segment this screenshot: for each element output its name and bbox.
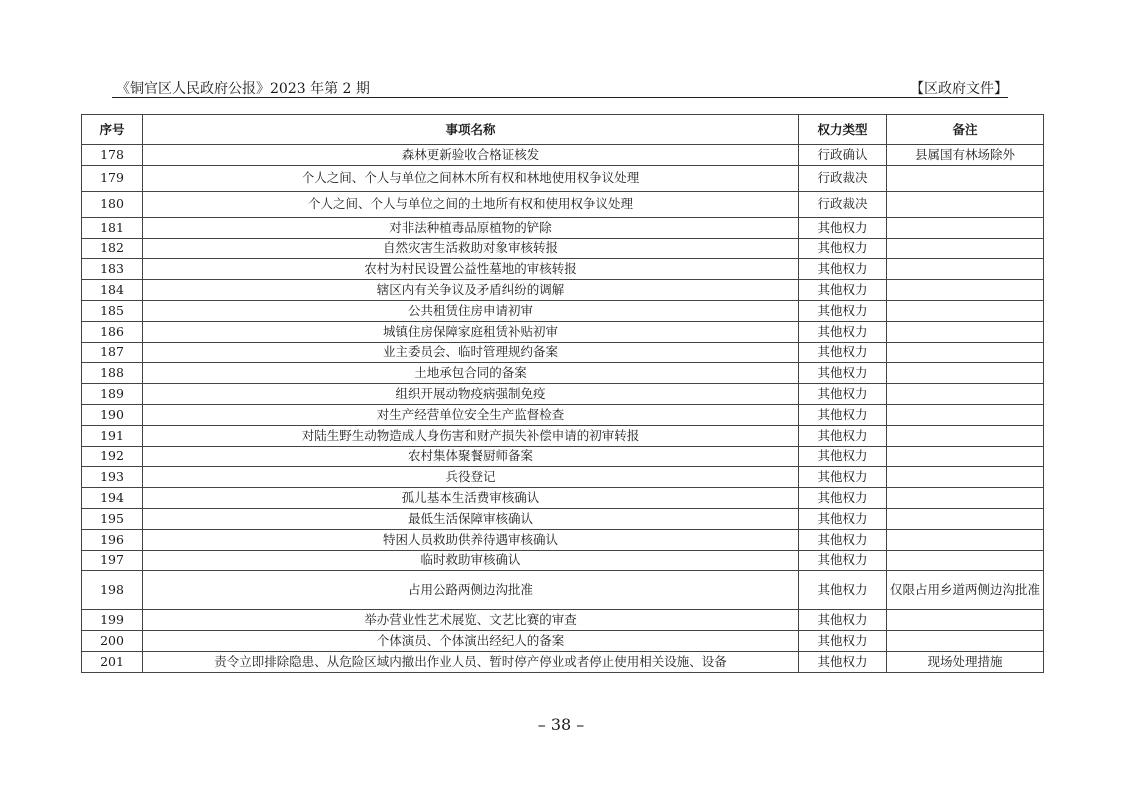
power-type-cell: 其他权力 (799, 280, 887, 301)
row-number-cell: 201 (82, 651, 143, 672)
power-type-cell: 其他权力 (799, 342, 887, 363)
row-number-cell: 193 (82, 467, 143, 488)
table-row (82, 363, 1044, 384)
table-row (82, 238, 1044, 259)
table-row (82, 550, 1044, 571)
item-name-cell: 临时救助审核确认 (143, 550, 799, 571)
row-number-cell: 184 (82, 280, 143, 301)
remarks-cell (887, 300, 1044, 321)
item-name-cell: 土地承包合同的备案 (143, 363, 799, 384)
remarks-cell (887, 631, 1044, 652)
row-number-cell: 199 (82, 610, 143, 631)
power-type-cell: 行政裁决 (799, 191, 887, 217)
table-row (82, 404, 1044, 425)
table-row (82, 165, 1044, 191)
power-type-cell: 其他权力 (799, 571, 887, 610)
page-header (116, 78, 1008, 98)
power-type-cell: 其他权力 (799, 488, 887, 509)
remarks-cell (887, 280, 1044, 301)
section-label: 【区政府文件】 (910, 81, 1008, 97)
power-type-cell: 行政裁决 (799, 165, 887, 191)
remarks-cell (887, 217, 1044, 238)
row-number-cell: 194 (82, 488, 143, 509)
power-list-table (81, 114, 1044, 673)
header-rule (112, 97, 1008, 98)
power-type-cell: 其他权力 (799, 508, 887, 529)
table-row (82, 191, 1044, 217)
table-header-row (82, 115, 1044, 145)
table-row (82, 217, 1044, 238)
row-number-cell: 195 (82, 508, 143, 529)
table-row (82, 384, 1044, 405)
remarks-cell: 县属国有林场除外 (887, 145, 1044, 166)
table-row (82, 631, 1044, 652)
row-number-cell: 197 (82, 550, 143, 571)
power-type-cell: 其他权力 (799, 321, 887, 342)
item-name-cell: 举办营业性艺术展览、文艺比赛的审查 (143, 610, 799, 631)
remarks-cell (887, 404, 1044, 425)
table-row (82, 508, 1044, 529)
item-name-cell: 农村集体聚餐厨师备案 (143, 446, 799, 467)
power-type-cell: 其他权力 (799, 259, 887, 280)
table-row (82, 610, 1044, 631)
remarks-cell (887, 165, 1044, 191)
remarks-cell (887, 425, 1044, 446)
remarks-cell (887, 342, 1044, 363)
item-name-cell: 个人之间、个人与单位之间的土地所有权和使用权争议处理 (143, 191, 799, 217)
power-type-cell: 其他权力 (799, 404, 887, 425)
remarks-cell: 现场处理措施 (887, 651, 1044, 672)
column-header-item-name: 事项名称 (143, 115, 799, 145)
item-name-cell: 个体演员、个体演出经纪人的备案 (143, 631, 799, 652)
power-type-cell: 其他权力 (799, 631, 887, 652)
table-row (82, 571, 1044, 610)
remarks-cell (887, 488, 1044, 509)
item-name-cell: 组织开展动物疫病强制免疫 (143, 384, 799, 405)
row-number-cell: 198 (82, 571, 143, 610)
row-number-cell: 192 (82, 446, 143, 467)
table-row (82, 651, 1044, 672)
item-name-cell: 特困人员救助供养待遇审核确认 (143, 529, 799, 550)
table-row (82, 425, 1044, 446)
row-number-cell: 189 (82, 384, 143, 405)
power-type-cell: 其他权力 (799, 651, 887, 672)
power-type-cell: 其他权力 (799, 446, 887, 467)
row-number-cell: 180 (82, 191, 143, 217)
column-header-number: 序号 (82, 115, 143, 145)
remarks-cell (887, 363, 1044, 384)
item-name-cell: 辖区内有关争议及矛盾纠纷的调解 (143, 280, 799, 301)
power-type-cell: 其他权力 (799, 384, 887, 405)
power-type-cell: 其他权力 (799, 550, 887, 571)
item-name-cell: 业主委员会、临时管理规约备案 (143, 342, 799, 363)
remarks-cell (887, 529, 1044, 550)
row-number-cell: 191 (82, 425, 143, 446)
table-row (82, 467, 1044, 488)
row-number-cell: 179 (82, 165, 143, 191)
power-type-cell: 其他权力 (799, 217, 887, 238)
power-type-cell: 其他权力 (799, 467, 887, 488)
item-name-cell: 对非法种植毒品原植物的铲除 (143, 217, 799, 238)
power-type-cell: 其他权力 (799, 529, 887, 550)
item-name-cell: 自然灾害生活救助对象审核转报 (143, 238, 799, 259)
column-header-power-type: 权力类型 (799, 115, 887, 145)
remarks-cell (887, 508, 1044, 529)
row-number-cell: 185 (82, 300, 143, 321)
page-number: – 38 – (537, 715, 585, 734)
table-row (82, 259, 1044, 280)
item-name-cell: 城镇住房保障家庭租赁补贴初审 (143, 321, 799, 342)
row-number-cell: 186 (82, 321, 143, 342)
item-name-cell: 农村为村民设置公益性墓地的审核转报 (143, 259, 799, 280)
row-number-cell: 181 (82, 217, 143, 238)
row-number-cell: 190 (82, 404, 143, 425)
item-name-cell: 最低生活保障审核确认 (143, 508, 799, 529)
item-name-cell: 对生产经营单位安全生产监督检查 (143, 404, 799, 425)
power-type-cell: 其他权力 (799, 425, 887, 446)
item-name-cell: 兵役登记 (143, 467, 799, 488)
item-name-cell: 占用公路两侧边沟批准 (143, 571, 799, 610)
table-row (82, 342, 1044, 363)
row-number-cell: 187 (82, 342, 143, 363)
item-name-cell: 对陆生野生动物造成人身伤害和财产损失补偿申请的初审转报 (143, 425, 799, 446)
remarks-cell (887, 550, 1044, 571)
table-row (82, 280, 1044, 301)
column-header-remarks: 备注 (887, 115, 1044, 145)
row-number-cell: 188 (82, 363, 143, 384)
remarks-cell (887, 610, 1044, 631)
table-row (82, 300, 1044, 321)
remarks-cell (887, 238, 1044, 259)
item-name-cell: 公共租赁住房申请初审 (143, 300, 799, 321)
table-row (82, 488, 1044, 509)
row-number-cell: 178 (82, 145, 143, 166)
item-name-cell: 森林更新验收合格证核发 (143, 145, 799, 166)
row-number-cell: 182 (82, 238, 143, 259)
item-name-cell: 责令立即排除隐患、从危险区域内撤出作业人员、暂时停产停业或者停止使用相关设施、设备 (143, 651, 799, 672)
table-row (82, 321, 1044, 342)
table-row (82, 529, 1044, 550)
power-type-cell: 行政确认 (799, 145, 887, 166)
remarks-cell (887, 467, 1044, 488)
row-number-cell: 200 (82, 631, 143, 652)
remarks-cell (887, 191, 1044, 217)
item-name-cell: 孤儿基本生活费审核确认 (143, 488, 799, 509)
row-number-cell: 196 (82, 529, 143, 550)
table-row (82, 145, 1044, 166)
power-type-cell: 其他权力 (799, 363, 887, 384)
power-type-cell: 其他权力 (799, 300, 887, 321)
remarks-cell: 仅限占用乡道两侧边沟批准 (887, 571, 1044, 610)
bulletin-title: 《铜官区人民政府公报》2023 年第 2 期 (116, 81, 370, 97)
remarks-cell (887, 446, 1044, 467)
remarks-cell (887, 259, 1044, 280)
item-name-cell: 个人之间、个人与单位之间林木所有权和林地使用权争议处理 (143, 165, 799, 191)
power-type-cell: 其他权力 (799, 610, 887, 631)
remarks-cell (887, 384, 1044, 405)
power-type-cell: 其他权力 (799, 238, 887, 259)
table-body (82, 145, 1044, 673)
table-row (82, 446, 1044, 467)
remarks-cell (887, 321, 1044, 342)
row-number-cell: 183 (82, 259, 143, 280)
